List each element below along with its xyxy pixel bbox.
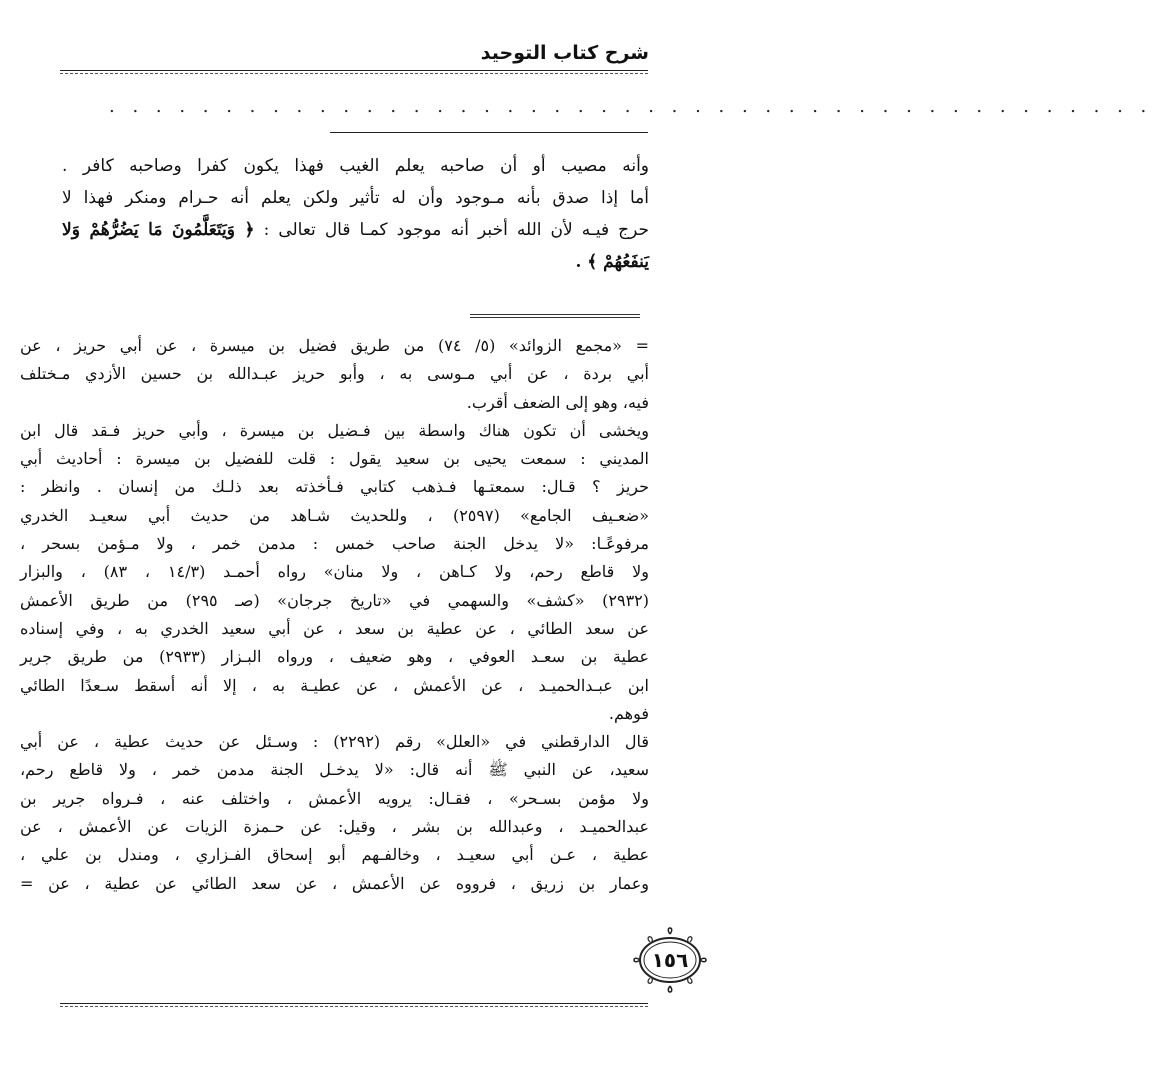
page-number-ornament bbox=[620, 920, 720, 1000]
header-rule bbox=[60, 70, 648, 71]
footnote-line: ابن عبـدالحميـد ، عن الأعمش ، عن عطيـة به ، إلا أنه أسقط سـعدًا الطائي bbox=[20, 675, 649, 695]
footnote-line: فوهم. bbox=[608, 703, 649, 723]
footnote-separator bbox=[470, 314, 640, 315]
ellipsis-dots-line: . . . . . . . . . . . . . . . . . . . . . . . . . . . . . . . . . . . . . . . . . . . . . bbox=[109, 96, 1152, 117]
footnote-line: مرفوعًـا: «لا يدخل الجنة صاحب خمس : مدمن خمر ، ولا مـؤمن بسحر ، bbox=[20, 534, 649, 554]
footnote-line: المديني : سمعت يحيى بن سعيد يقول : قلت للفضيل بن ميسرة : أحاديث أبي bbox=[20, 449, 649, 469]
main-line: أما إذا صدق بأنه مـوجود وأن له تأثير ولكن يعلم أنه حـرام ومنكر فهذا لا bbox=[62, 188, 649, 208]
main-text bbox=[62, 150, 649, 278]
footnote-separator-2 bbox=[470, 317, 640, 318]
footnote-line: عطية بن سعـد العوفي ، وهو ضعيف ، ورواه البـزار (٢٩٣٣) من طريق جرير bbox=[20, 647, 650, 667]
footnote-line: أبي بردة ، عن أبي مـوسى به ، وأبو حريز عبـدالله بن حسين الأزدي مـختلف bbox=[20, 364, 649, 384]
main-line-text: حرج فيـه لأن الله أخبر أنه موجود كمـا قال تعالى : bbox=[263, 220, 650, 240]
footnote-line: ويخشى أن تكون هناك واسطة بين فـضيل بن ميسرة ، وأبي حريز فـقد قال ابن bbox=[20, 420, 649, 440]
quran-verse: ﴿ وَيَتَعَلَّمُونَ مَا يَضُرُّهُمْ وَلا bbox=[62, 220, 255, 240]
footnote-line: فيه، وهو إلى الضعف أقرب. bbox=[466, 392, 649, 412]
header-rule-dashed bbox=[60, 73, 648, 74]
footnote-line: عبدالحميـد ، وعبدالله بن بشر ، وقيل: عن حـمزة الزيات عن الأعمش ، عن bbox=[20, 817, 649, 837]
quran-verse-end: يَنفَعُهُمْ ﴾ . bbox=[575, 252, 649, 272]
footnote-line: وعمار بن زريق ، فرووه عن الأعمش ، عن سعد الطائي عن عطية ، عن = bbox=[20, 873, 650, 893]
footnote-line: حريز ؟ قـال: سمعتـها فـذهب كتابي فـأخذته بعد ذلـك من إنسان . وانظر : bbox=[20, 477, 649, 497]
footnote-line: ولا قاطع رحم، ولا كـاهن ، ولا منان» رواه أحمـد (١٤/٣ ، ٨٣) ، والبزار bbox=[20, 562, 650, 582]
page-number: ١٥٦ bbox=[651, 948, 689, 972]
footer-rule-dashed bbox=[60, 1006, 648, 1007]
main-line bbox=[62, 214, 649, 246]
footnotes bbox=[20, 332, 649, 898]
footer-rule bbox=[60, 1003, 648, 1004]
main-line bbox=[62, 246, 649, 278]
footnote-line: «ضعـيف الجامع» (٢٥٩٧) ، وللحديث شـاهد من حديث أبي سعيـد الخدري bbox=[20, 505, 649, 525]
footnote-line: ولا مؤمن بسـحر» ، فقـال: يرويه الأعمش ، واختلف عنه ، فـرواه جرير بن bbox=[20, 788, 649, 808]
footnote-line: عطية ، عـن أبي سعيـد ، وخالفـهم أبو إسحاق الفـزاري ، ومندل بن علي ، bbox=[20, 845, 650, 865]
section-rule bbox=[330, 132, 648, 133]
footnote-line: عن سعد الطائي ، عن عطية بن سعد ، عن أبي سعيد الخدري به ، وفي إسناده bbox=[20, 618, 649, 638]
footnote-line: سعيد، عن النبي ﷺ أنه قال: «لا يدخـل الجنة مدمن خمر ، ولا قاطع رحم، bbox=[20, 760, 649, 780]
running-header-title: شرح كتاب التوحيد bbox=[480, 42, 649, 64]
footnote-line: = «مجمع الزوائد» (٥/ ٧٤) من طريق فضيل بن ميسرة ، عن أبي حريز ، عن bbox=[20, 336, 650, 355]
main-line: وأنه مصيب أو أن صاحبه يعلم الغيب فهذا يكون كفرا وصاحبه كافر . bbox=[62, 156, 649, 176]
footnote-line: قال الدارقطني في «العلل» رقم (٢٢٩٢) : وسـئل عن حديث عطية ، عن أبي bbox=[20, 732, 650, 752]
footnote-line: (٢٩٣٢) «كشف» والسهمي في «تاريخ جرجان» (صـ ٢٩٥) من طريق الأعمش bbox=[20, 590, 650, 610]
